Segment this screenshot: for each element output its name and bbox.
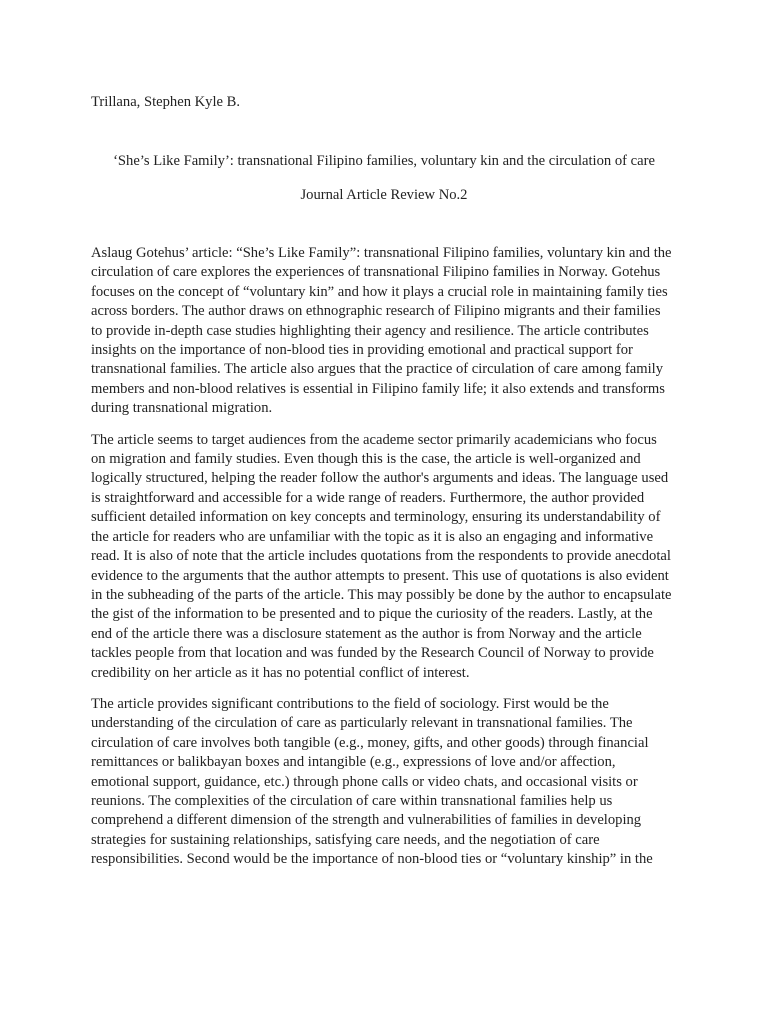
paragraph-audience: The article seems to target audiences from the academe sector primarily academicians who focus on migration and family studies. Even though this is the case, the article is well-organized and logically structured, helping the reader follow the author's arguments and ideas. The language used is straightforward and accessible for a wide range of readers. Furthermore, the author provided sufficient detailed information on key concepts and terminology, ensuring its understandability of the article for readers who are unfamiliar with the topic as it is also an engaging and informative read. It is also of note that the article includes quotations from the respondents to provide anecdotal evidence to the arguments that the author attempts to present. This use of quotations is also evident in the subheading of the parts of the article. This may possibly be done by the author to encapsulate the gist of the information to be presented and to pique the curiosity of the readers. Lastly, at the end of the article there was a disclosure statement as the author is from Norway and the article tackles people from that location and was funded by the Research Council of Norway to provide credibility on her article as it has no potential conflict of interest. [91, 431, 672, 681]
article-title: ‘She’s Like Family’: transnational Filipino families, voluntary kin and the circulation of care [113, 153, 655, 169]
review-subtitle: Journal Article Review No.2 [300, 187, 468, 203]
author-name: Trillana, Stephen Kyle B. [91, 94, 241, 110]
review-body [91, 244, 675, 882]
paragraph-summary: Aslaug Gotehus’ article: “She’s Like Family”: transnational Filipino families, voluntary kin and the circulation of care explores the experiences of transnational Filipino families in Norway. Gotehus focuses on the concept of “voluntary kin” and how it plays a crucial role in maintaining family ties across borders. The author draws on ethnographic research of Filipino migrants and their families to provide in-depth case studies highlighting their agency and resilience. The article contributes insights on the importance of non-blood ties in providing emotional and practical support for transnational families. The article also argues that the practice of circulation of care among family members and non-blood relatives is essential in Filipino family life; it also extends and transforms during transnational migration. [91, 245, 672, 417]
paragraph-contributions: The article provides significant contributions to the field of sociology. First would be the understanding of the circulation of care as particularly relevant in transnational families. The circulation of care involves both tangible (e.g., money, gifts, and other goods) through financial remittances or balikbayan boxes and intangible (e.g., expressions of love and/or affection, emotional support, guidance, etc.) through phone calls or video chats, and occasional visits or reunions. The complexities of the circulation of care within transnational families help us comprehend a different dimension of the strength and vulnerabilities of families in developing strategies for sustaining relationships, satisfying care needs, and the negotiation of care responsibilities. Second would be the importance of non-blood ties or “voluntary kinship” in the [91, 695, 653, 868]
